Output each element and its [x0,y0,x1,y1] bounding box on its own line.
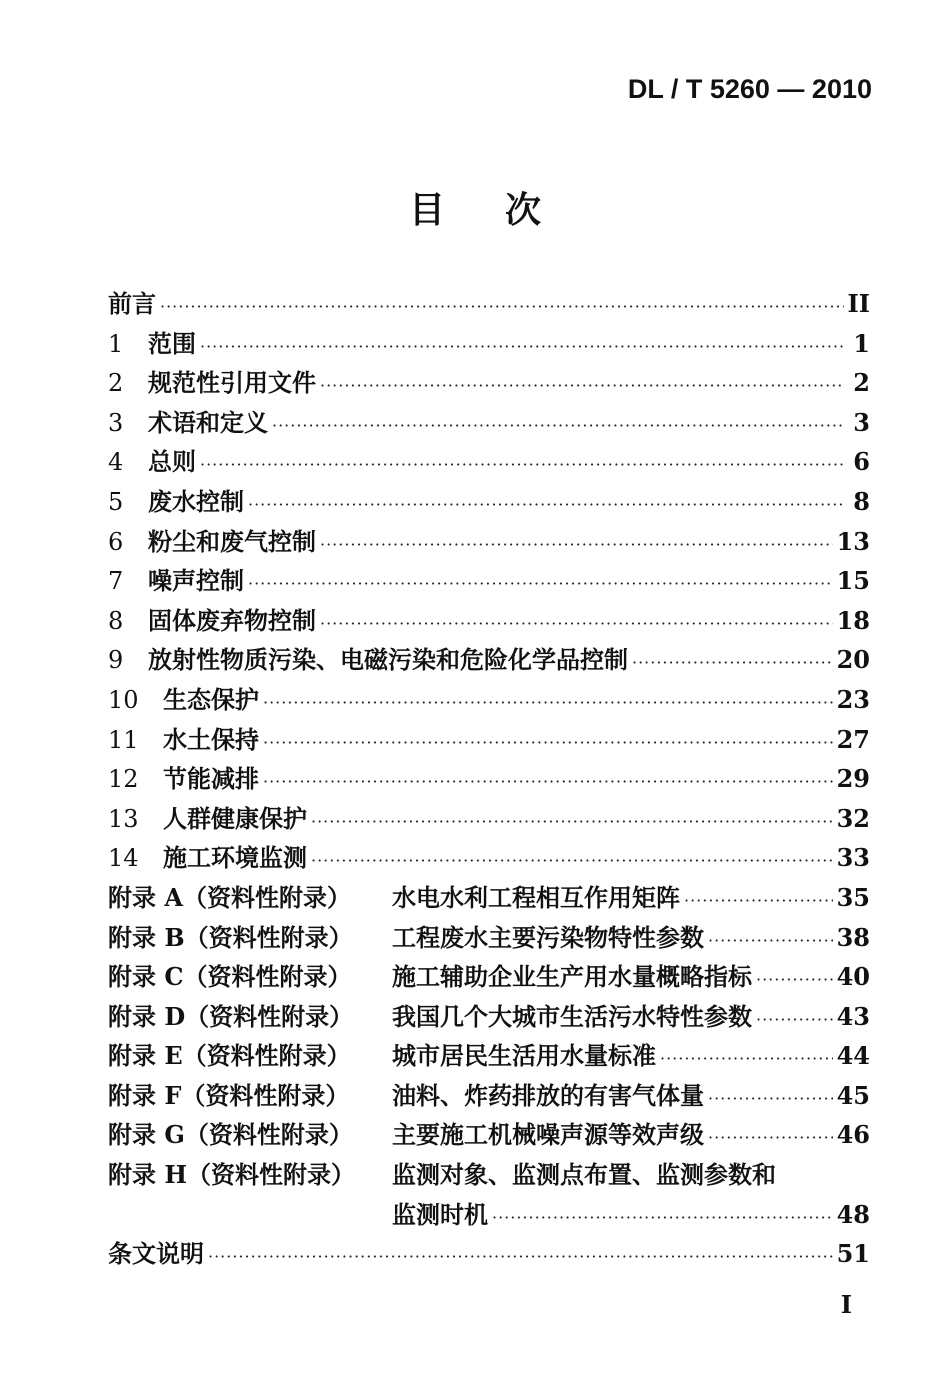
toc-page: 32 [836,803,870,833]
toc-page: 51 [836,1239,870,1269]
toc-page: 2 [853,368,870,398]
leader-dots [492,1198,833,1238]
leader-dots [263,762,833,802]
toc-entry-appendix-h-continued[interactable] [108,1195,870,1235]
toc-number: 7 [108,567,124,596]
page-title: 目次 [408,189,601,231]
toc-label: 我国几个大城市生活污水特性参数 [392,1001,752,1031]
toc-page: 45 [836,1080,870,1110]
toc-page: II [847,289,870,318]
toc-entry-chapter-3[interactable] [108,403,870,443]
toc-label: 放射性物质污染、电磁污染和危险化学品控制 [148,645,628,675]
leader-dots [272,406,844,446]
leader-dots [684,881,833,921]
appendix-prefix: 附录 G（资料性附录） [108,1120,353,1150]
toc-page: 46 [836,1120,870,1150]
toc-label: 施工环境监测 [163,843,307,873]
toc-entry-preface[interactable] [108,284,870,324]
toc-number: 4 [108,448,124,477]
toc-number: 14 [108,844,139,873]
toc-number: 12 [108,765,139,794]
appendix-prefix: 附录 C（资料性附录） [108,962,352,992]
toc-number: 6 [108,527,124,556]
toc-page: 23 [836,684,870,714]
leader-dots [248,564,833,604]
toc-entry-chapter-8[interactable] [108,601,870,641]
leader-dots [708,1079,833,1119]
leader-dots [200,445,844,485]
leader-dots [263,723,833,763]
toc-label: 条文说明 [108,1239,204,1269]
toc-entry-chapter-14[interactable] [108,838,870,878]
toc-entry-chapter-7[interactable] [108,561,870,601]
toc-label: 人群健康保护 [163,803,307,833]
toc-label: 前言 [108,289,156,318]
toc-entry-chapter-6[interactable] [108,522,870,562]
leader-dots [248,485,844,525]
toc-entry-chapter-4[interactable] [108,442,870,482]
toc-number: 1 [108,329,124,358]
toc-entry-appendix-h[interactable] [108,1155,870,1195]
standard-code: DL / T 5260 — 2010 [627,74,872,104]
toc-label: 固体废弃物控制 [148,605,316,635]
toc-page: 35 [836,882,870,912]
toc-label: 规范性引用文件 [148,368,316,398]
leader-dots [160,287,844,327]
toc-entry-appendix-f[interactable] [108,1076,870,1116]
toc-label: 节能减排 [163,764,259,794]
toc-number: 3 [108,408,124,437]
toc-page: 43 [836,1001,870,1031]
toc-label: 范围 [148,328,196,358]
leader-dots [632,643,833,683]
toc-page: 48 [836,1199,870,1229]
toc-entry-chapter-11[interactable] [108,720,870,760]
toc-label: 城市居民生活用水量标准 [392,1041,656,1071]
toc-label: 废水控制 [148,486,244,516]
appendix-prefix: 附录 A（资料性附录） [108,882,351,912]
toc-page: 29 [836,764,870,794]
leader-dots [263,683,833,723]
toc-number: 13 [108,804,139,833]
toc-page: 6 [853,447,870,477]
toc-label: 工程废水主要污染物特性参数 [392,922,704,952]
toc-label: 监测对象、监测点布置、监测参数和 [392,1160,776,1190]
toc-entry-appendix-g[interactable] [108,1115,870,1155]
toc-label: 施工辅助企业生产用水量概略指标 [392,962,752,992]
toc-label: 生态保护 [163,684,259,714]
leader-dots [660,1039,833,1079]
leader-dots [756,1000,833,1040]
toc-number: 11 [108,725,139,754]
toc-entry-chapter-1[interactable] [108,324,870,364]
toc-entry-appendix-e[interactable] [108,1036,870,1076]
toc-entry-chapter-10[interactable] [108,680,870,720]
page-number: I [840,1290,852,1319]
leader-dots [320,366,844,406]
leader-dots [208,1237,833,1277]
toc-entry-chapter-5[interactable] [108,482,870,522]
toc-page: 38 [836,922,870,952]
toc-label: 水土保持 [163,724,259,754]
toc-page: 8 [853,486,870,516]
toc-entry-appendix-b[interactable] [108,918,870,958]
leader-dots [708,1118,833,1158]
toc-label: 总则 [148,447,196,477]
toc-entry-appendix-c[interactable] [108,957,870,997]
toc-page: 27 [836,724,870,754]
appendix-prefix: 附录 F（资料性附录） [108,1080,350,1110]
toc-page: 13 [836,526,870,556]
leader-dots [708,921,833,961]
table-of-contents [108,284,870,1274]
leader-dots [756,960,833,1000]
toc-page: 15 [836,566,870,596]
toc-page: 18 [836,605,870,635]
toc-entry-explanation[interactable] [108,1234,870,1274]
toc-page: 20 [836,645,870,675]
toc-label: 噪声控制 [148,566,244,596]
toc-label: 主要施工机械噪声源等效声级 [392,1120,704,1150]
appendix-prefix: 附录 B（资料性附录） [108,922,353,952]
appendix-prefix: 附录 E（资料性附录） [108,1041,351,1071]
toc-entry-chapter-9[interactable] [108,640,870,680]
toc-number: 9 [108,646,124,675]
appendix-prefix: 附录 H（资料性附录） [108,1160,356,1190]
leader-dots [200,327,844,367]
toc-page: 1 [853,328,870,358]
toc-number: 8 [108,606,124,635]
toc-page: 44 [836,1041,870,1071]
toc-label: 粉尘和废气控制 [148,526,316,556]
leader-dots [311,841,833,881]
toc-entry-chapter-2[interactable] [108,363,870,403]
toc-page: 40 [836,962,870,992]
toc-page: 3 [853,407,870,437]
toc-entry-chapter-12[interactable] [108,759,870,799]
toc-entry-appendix-d[interactable] [108,997,870,1037]
toc-number: 2 [108,369,124,398]
toc-label: 术语和定义 [148,407,268,437]
leader-dots [320,604,833,644]
toc-number: 10 [108,685,139,714]
toc-number: 5 [108,487,124,516]
toc-label: 油料、炸药排放的有害气体量 [392,1080,704,1110]
leader-dots [320,525,833,565]
toc-label: 监测时机 [392,1199,488,1229]
toc-page: 33 [836,843,870,873]
toc-entry-appendix-a[interactable] [108,878,870,918]
toc-label: 水电水利工程相互作用矩阵 [392,882,680,912]
appendix-prefix: 附录 D（资料性附录） [108,1001,354,1031]
toc-entry-chapter-13[interactable] [108,799,870,839]
leader-dots [311,802,833,842]
